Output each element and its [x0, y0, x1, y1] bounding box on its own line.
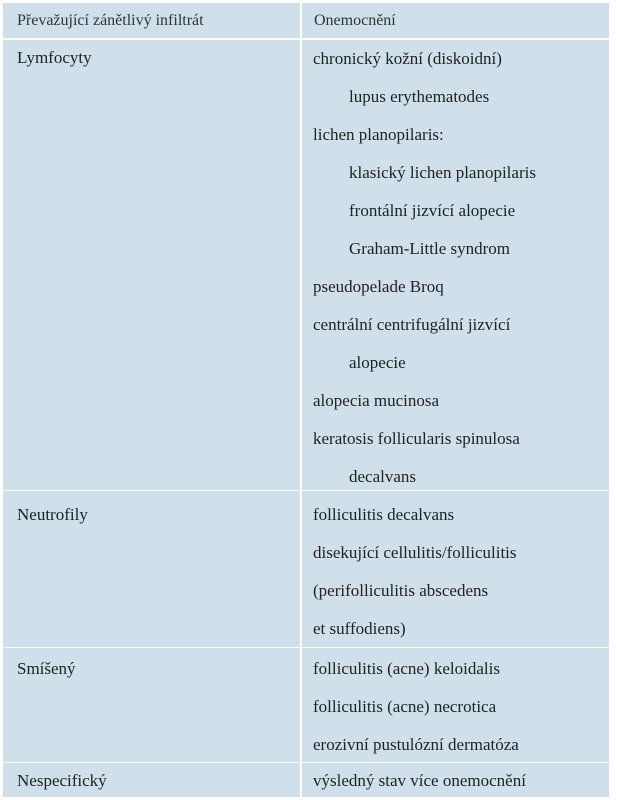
- infiltrate-cell: Smíšený: [17, 659, 76, 678]
- disease-line: disekující cellulitis/folliculitis: [313, 543, 517, 562]
- disease-line: chronický kožní (diskoidní): [313, 49, 502, 68]
- disease-line: folliculitis (acne) keloidalis: [313, 659, 500, 678]
- disease-line: klasický lichen planopilaris: [349, 163, 536, 182]
- disease-line: lichen planopilaris:: [313, 125, 444, 144]
- header-disease: Onemocnění: [314, 12, 396, 29]
- disease-line: (perifolliculitis abscedens: [313, 581, 489, 600]
- row-divider: [3, 490, 609, 491]
- disease-line: keratosis follicularis spinulosa: [313, 429, 520, 448]
- infiltrate-cell: Neutrofily: [17, 505, 88, 524]
- disease-line: výsledný stav více onemocnění: [313, 771, 526, 790]
- disease-line: centrální centrifugální jizvící: [313, 315, 511, 334]
- infiltrate-cell: Nespecifický: [17, 771, 107, 790]
- column-divider: [300, 3, 302, 797]
- classification-table: [3, 3, 609, 797]
- header-infiltrate: Převažující zánětlivý infiltrát: [17, 12, 204, 29]
- disease-line: alopecie: [349, 353, 406, 372]
- header-divider: [3, 38, 609, 40]
- disease-line: folliculitis (acne) necrotica: [313, 697, 497, 716]
- disease-line: pseudopelade Broq: [313, 277, 444, 296]
- disease-line: et suffodiens): [313, 619, 406, 638]
- disease-line: Graham-Little syndrom: [349, 239, 510, 258]
- disease-line: decalvans: [349, 467, 417, 486]
- disease-line: folliculitis decalvans: [313, 505, 455, 524]
- disease-line: alopecia mucinosa: [313, 391, 440, 410]
- disease-line: lupus erythematodes: [349, 87, 490, 106]
- disease-line: frontální jizvící alopecie: [349, 201, 516, 220]
- row-divider: [3, 762, 609, 763]
- infiltrate-cell: Lymfocyty: [17, 48, 92, 67]
- disease-line: erozivní pustulózní dermatóza: [313, 735, 519, 754]
- row-divider: [3, 647, 609, 648]
